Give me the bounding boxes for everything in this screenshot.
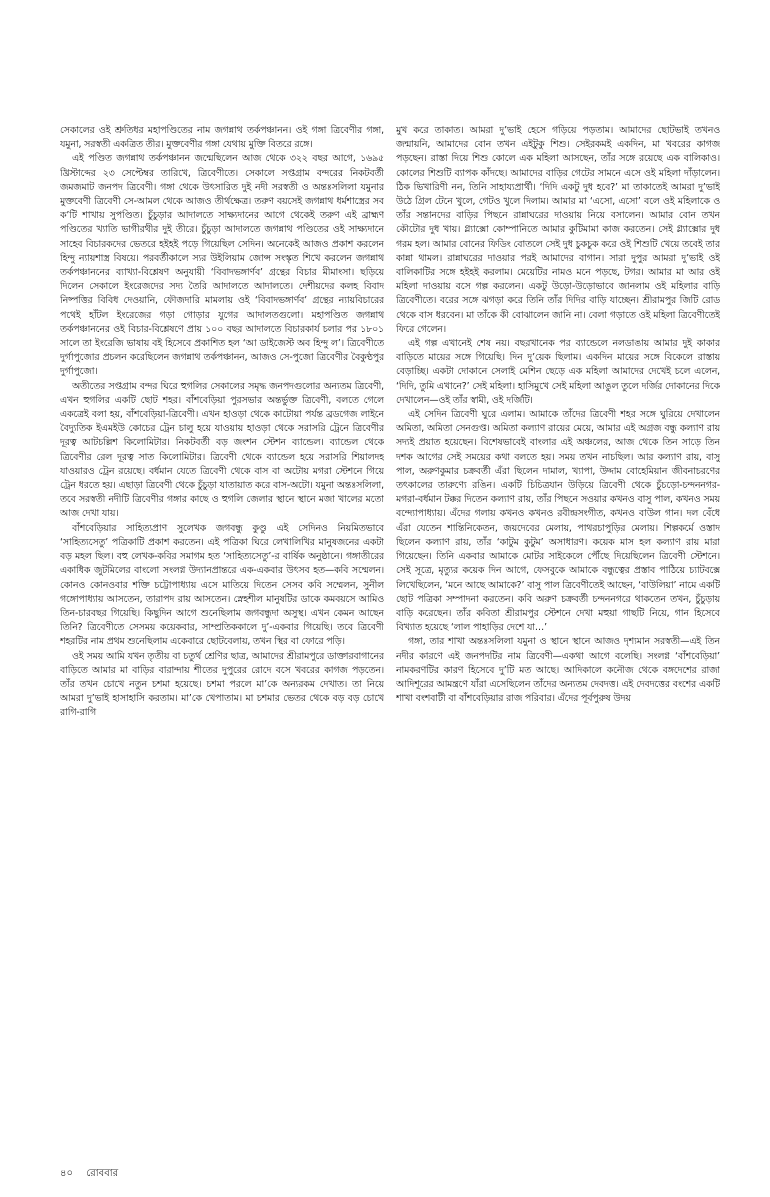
paragraph: এই গল্প এখানেই শেষ নয়। বছরখানেক পর ব্যান্ডেলে নলডাঙায় আমার দুই কাকার বাড়িতে মায়ের সঙ্গে গিয়েছি। দিন দু’য়েক ছিলাম। একদিন মায়ের সঙ্গে বিকেলে রাস্তায় বেড়াচ্ছি। একটা দোকানে সেলাই মেশিন ছেড়ে এক মহিলা আমাদের দেখেই চলে এলেন, ‘দিদি, তুমি এখানে?’ সেই মহিলা। হাসিমুখে সেই মহিলা আঙুল তুলে দর্জির দোকানের দিকে দেখালেন—ওই তাঁর স্বামী, ওই দর্জিটি।: [396, 338, 720, 406]
paragraph: মুখ করে তাকাত। আমরা দু’ভাই হেসে গড়িয়ে পড়তাম। আমাদের ছোটভাই তখনও জন্মায়নি, আমাদের বোন তখন এইটুকু শিশু। সেইরকমই একদিন, মা খবরের কাগজ পড়ছেন। রাস্তা দিয়ে শিশু কোলে এক মহিলা আসছেন, তাঁর সঙ্গে রয়েছে এক বালিকাও। কোলের শিশুটি ব্যাপক কাঁদছে। আমাদের বাড়ির গেটের সামনে এসে ওই মহিলা দাঁড়ালেন। ঠিক ভিখারিণী নন, তিনি সাহায্যপ্রার্থী। ‘দিদি একটু দুধ হবে?’ মা তাকাতেই আমরা দু’ভাই উঠে গ্রিল টেনে খুলে, গেটও খুলে দিলাম। আমার মা ‘এসো, এসো’ বলে ওই মহিলাকে ও তাঁর সন্তানদের বাড়ির পিছনে রান্নাঘরের দাওয়ায় নিয়ে বসালেন। আমার বোন তখন কৌটোর দুধ খায়। গ্ল্যাক্সো কোম্পানিতে আমার কুটিমামা কাজ করতেন। সেই গ্ল্যাক্সোর দুধ গরম হল। আমার বোনের ফিডিং বোতলে সেই দুধ চুকচুক করে ওই শিশুটি খেয়ে তবেই তার কান্না থামল। রান্নাঘরের দাওয়ার পরই আমাদের বাগান। সারা দুপুর আমরা দু’ভাই ওই বালিকাটির সঙ্গে হইহই করলাম। মেয়েটির নামও মনে পড়ছে, টগর। আমার মা আর ওই মহিলা দাওয়ায় বসে গল্প করলেন। একটু উড়ো-উড়োভাবে জানলাম ওই মহিলার বাড়ি ত্রিবেণীতে। বরের সঙ্গে ঝগড়া করে তিনি তাঁর দিদির বাড়ি যাচ্ছেন। শ্রীরামপুর জিটি রোড থেকে বাস ধরবেন। মা তাঁকে কী বোঝালেন জানি না। বেলা গড়াতে ওই মহিলা ত্রিবেণীতেই ফিরে গেলেন।: [396, 125, 720, 335]
right-column: [396, 124, 720, 1156]
paragraph: এই পণ্ডিত জগন্নাথ তর্কপঞ্চানন জন্মেছিলেন আজ থেকে ৩২২ বছর আগে, ১৬৯৫ খ্রিস্টাব্দের ২৩ সেপ্টেম্বর তারিখে, ত্রিবেণীতে। সেকালে সপ্তগ্রাম বন্দরের নিকটবর্তী জমজমাট জনপদ ত্রিবেণী। গঙ্গা থেকে উৎসারিত দুই নদী সরস্বতী ও অন্তঃসলিলা যমুনার মুক্তবেণী ত্রিবেণী সে-আমল থেকে আজও তীর্থক্ষেত্র। তরুণ বয়সেই জগন্নাথ ধর্মশাস্ত্রের সব ক’টি শাখায় সুপণ্ডিত। চুঁচুড়ার আদালতে সাক্ষ্যদানের আগে থেকেই তরুণ এই ব্রাহ্মণ পণ্ডিতের খ্যাতি ভাগীরথীর দুই তীরে। চুঁচুড়া আদালতে জগন্নাথ পণ্ডিতের ওই সাক্ষ্যদানে সাহেব বিচারকদের ভেতরে হইহই পড়ে গিয়েছিল সেদিন। অনেকেই আজও প্রকাশ করলেন হিন্দু ন্যায়শাস্ত্র বিষয়ে। পরবর্তীকালে স্যর উইলিয়াম জোন্স সংস্কৃত শিখে করলেন জগন্নাথ তর্কপঞ্চাননের ব্যাখ্যা-বিশ্লেষণ অনুযায়ী ‘বিবাদভঙ্গার্ণব’ গ্রন্থের বিচার মীমাংসা। ছড়িয়ে দিলেন সেকালে ইংরেজদের সদ্য তৈরি আদালতে আদালতে। দেশীয়দের কলহ বিবাদ নিষ্পত্তির বিবিধ দেওয়ানি, ফৌজদারি মামলায় ওই ‘বিবাদভঙ্গার্ণব’ গ্রন্থের ন্যায়বিচারের পথেই হাঁটল ইংরেজের গড়া গোড়ার যুগের আদালতগুলো। মহাপণ্ডিত জগন্নাথ তর্কপঞ্চাননের ওই বিচার-বিশ্লেষণে প্রায় ১০০ বছর আদালতে বিচারকার্য চলার পর ১৮০১ সালে তা ইংরেজি ভাষায় বই হিসেবে প্রকাশিত হল ‘আ ডাইজেস্ট অব হিন্দু ল’। ত্রিবেণীতে দুর্গাপুজোর প্রচলন করেছিলেন জগন্নাথ তর্কপঞ্চানন, আজও সে-পুজো ত্রিবেণীর বৈকুণ্ঠপুর দুর্গাপুজো।: [60, 153, 384, 378]
page-footer: [60, 1166, 720, 1183]
page-number: ৪০: [60, 1168, 73, 1179]
paragraph: বাঁশবেড়িয়ার সাহিত্যপ্রাণ সুলেখক জগবন্ধু কুণ্ডু এই সেদিনও নিয়মিতভাবে ‘সাহিত্যসেতু’ পত্রিকাটি প্রকাশ করতেন। এই পত্রিকা ঘিরে লেখালিখির মানুষজনের একটা বড় মহল ছিল। বহু লেখক-কবির সমাগম হত ‘সাহিত্যসেতু’-র বার্ষিক অনুষ্ঠানে। গঙ্গাতীরের একাধিক জুটমিলের বাংলো সংলগ্ন উদ্যানপ্রান্তরে এক-একবার উৎসব হত—কবি সম্মেলন। কোনও কোনওবার শক্তি চট্টোপাধ্যায় এসে মাতিয়ে দিতেন সেসব কবি সম্মেলন, সুনীল গঙ্গোপাধ্যায় আসতেন, তারাপদ রায় আসতেন। স্নেহশীল মানুষটির ডাকে কমবয়সে আমিও তিন-চারবছর গিয়েছি। কিছুদিন আগে শুনেছিলাম জগবন্ধুদা অসুস্থ। এখন কেমন আছেন তিনি? ত্রিবেণীতে সেসময় কয়েকবার, সাম্প্রতিককালে দু’-একবার গিয়েছি। তবে ত্রিবেণী শহরটির নাম প্রথম শুনেছিলাম একেবারে ছোটবেলায়, তখন স্থির বা ফোরে পড়ি।: [60, 522, 384, 648]
paragraph: অতীতের সপ্তগ্রাম বন্দর ঘিরে হুগলির সেকালের সমৃদ্ধ জনপদগুলোর অন্যতম ত্রিবেণী, এখন হুগলির একটি ছোট শহর। বাঁশবেড়িয়া পুরসভার অন্তর্ভুক্ত ত্রিবেণী, বলতে গেলে একত্রেই বলা হয়, বাঁশবেড়িয়া-ত্রিবেণী। এখন হাওড়া থেকে কাটোয়া পর্যন্ত ব্রডগেজ লাইনে বৈদ্যুতিক ইএমইউ কোচের ট্রেন চালু হয়ে যাওয়ায় হাওড়া থেকে সরাসরি ট্রেনে ত্রিবেণীর দূরত্ব আটচল্লিশ কিলোমিটার। নিকটবর্তী বড় জংশন স্টেশন ব্যান্ডেল। ব্যান্ডেল থেকে ত্রিবেণীর রেল দূরত্ব সাত কিলোমিটার। ত্রিবেণী থেকে ব্যান্ডেল হয়ে সরাসরি শিয়ালদহ যাওয়ারও ট্রেন রয়েছে। বর্ধমান যেতে ত্রিবেণী থেকে বাস বা অটোয় মগরা স্টেশনে গিয়ে ট্রেন ধরতে হয়। এছাড়া ত্রিবেণী থেকে চুঁচুড়া যাতায়াত করে বাস-অটো। যমুনা অন্তঃসলিলা, তবে সরস্বতী নদীটি ত্রিবেণীর গঙ্গার কাছে ও হুগলি জেলার স্থানে স্থানে মজা খালের মতো আজ দেখা যায়।: [60, 380, 384, 520]
paragraph: এই সেদিন ত্রিবেণী ঘুরে এলাম। আমাকে তাঁদের ত্রিবেণী শহর সঙ্গে ঘুরিয়ে দেখালেন অমিতা, অমিতা সেনগুপ্ত। অমিতা কল্যাণ রায়ের মেয়ে, আমার এই অগ্রজ বন্ধু কল্যাণ রায় সদ্যই প্রয়াত হয়েছেন। বিশেষভাবেই বাংলার এই অঞ্চলের, আজ থেকে তিন সাড়ে তিন দশক আগের সেই সময়ের কথা বলতে হয়। সময় তখন নাচছিল। আর কল্যাণ রায়, বাসু পাল, অরুণকুমার চক্রবর্তী এঁরা ছিলেন দামাল, খ্যাপা, উদ্দাম বোহেমিয়ান জীবনাচরণের তৎকালের তারুণ্যে রঙিন। একটি চিচিত্রযান উড়িয়ে ত্রিবেণী থেকে চুঁচড়ো-চন্দননগর-মগরা-বর্ধমান টক্কর দিতেন কল্যাণ রায়, তাঁর পিছনে সওয়ার কখনও বাসু পাল, কখনও সময় বন্দ্যোপাধ্যায়। এঁদের গলায় কখনও কখনও রবীন্দ্রসংগীত, কখনও বাউল গান। দল বেঁধে এঁরা যেতেন শান্তিনিকেতন, জয়দেবের মেলায়, পাথরচাপুড়ির মেলায়। শিল্পকর্মে ওস্তাদ ছিলেন কল্যাণ রায়, তাঁর ‘কাটুম কুটুম’ অসাধারণ। কয়েক মাস হল কল্যাণ রায় মারা গিয়েছেন। তিনি একবার আমাকে মোটর সাইকেলে পৌঁছে দিয়েছিলেন ত্রিবেণী স্টেশনে। সেই সূত্রে, মৃত্যুর কয়েক দিন আগে, ফেসবুকে আমাকে বন্ধুত্বের প্রস্তাব পাঠিয়ে চ্যাটবক্সে লিখেছিলেন, ‘মনে আছে আমাকে?’ বাসু পাল ত্রিবেণীতেই আছেন, ‘বাউলিয়া’ নামে একটি ছোট পত্রিকা সম্পাদনা করতেন। কবি অরুণ চক্রবর্তী চন্দননগরে থাকতেন তখন, চুঁচুড়ায় বাড়ি করেছেন। তাঁর কবিতা শ্রীরামপুর স্টেশনে দেখা মহুয়া গাছটি নিয়ে, গান হিসেবে বিখ্যাত হয়েছে ‘লাল পাহাড়ির দেশে যা…’: [396, 409, 720, 634]
section-name: রোববার: [86, 1168, 119, 1179]
paragraph: সেকালের ওই শ্রুতিধর মহাপণ্ডিতের নাম জগন্নাথ তর্কপঞ্চানন। ওই গঙ্গা ত্রিবেণীর গঙ্গা, যমুনা, সরস্বতী একত্রিত তীর। মুক্তবেণীর গঙ্গা যেথায় মুক্তি বিতরে রঙ্গে।: [60, 125, 384, 151]
paragraph: গঙ্গা, তার শাখা অন্তঃসলিলা যমুনা ও স্থানে স্থানে আজও দৃশ্যমান সরস্বতী—এই তিন নদীর কারণে এই জনপদটির নাম ত্রিবেণী—একথা আগে বলেছি। সংলগ্ন ‘বাঁশবেড়িয়া’ নামকরণটির কারণ হিসেবে দু’টি মত আছে। আদিকালে কনৌজ থেকে বঙ্গদেশের রাজা আদিশূরের আমন্ত্রণে যাঁরা এসেছিলেন তাঁদের অন্যতম দেবদত্ত। এই দেবদত্তের বংশের একটি শাখা বংশবাটী বা বাঁশবেড়িয়ার রাজ পরিবার। এঁদের পূর্বপুরুষ উদয়: [396, 636, 720, 705]
paragraph: ওই সময় আমি যখন তৃতীয় বা চতুর্থ শ্রেণির ছাত্র, আমাদের শ্রীরামপুরে ডাক্তারবাগানের বাড়িতে আমার মা বাড়ির বারান্দায় শীতের দুপুরের রোদে বসে খবরের কাগজ পড়তেন। তাঁর তখন চোখে নতুন চশমা হয়েছে। চশমা পরলে মা’কে অন্যরকম দেখাত। তা নিয়ে আমরা দু’ভাই হাসাহাসি করতাম। মা’কে খেপাতাম। মা চশমার ভেতর থেকে বড় বড় চোখে রাগি-রাগি: [60, 650, 384, 719]
left-column: [60, 124, 384, 1156]
